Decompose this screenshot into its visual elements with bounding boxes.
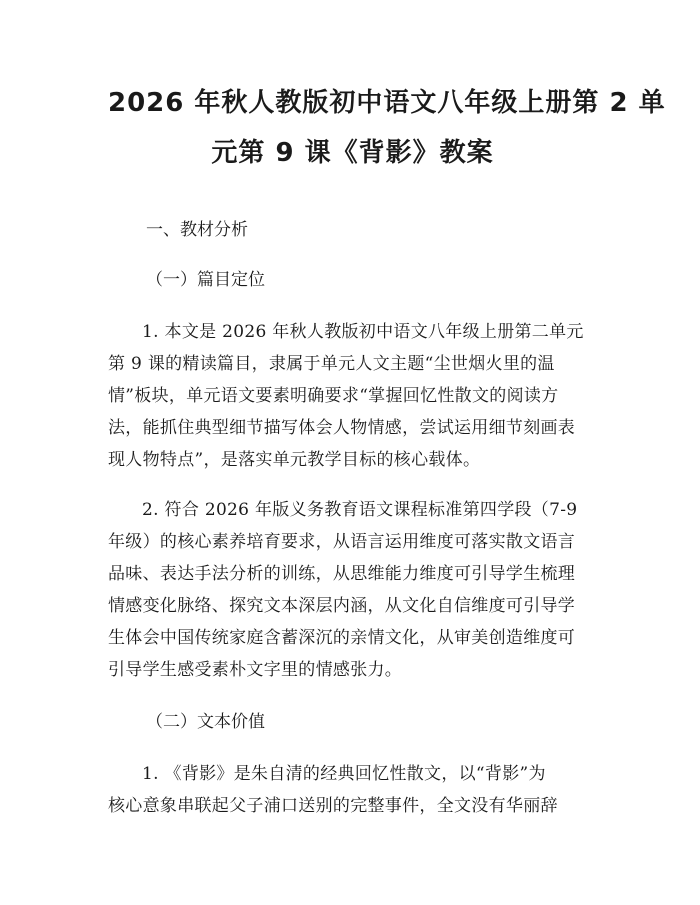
paragraph-line: 年级）的核心素养培育要求，从语言运用维度可落实散文语言 [108,532,576,552]
paragraph-line: 1. 《背影》是朱自清的经典回忆性散文，以“背影”为 [142,764,546,784]
section-heading-textbook-analysis: 一、教材分析 [146,220,248,240]
paragraph-line: 2. 符合 2026 年版义务教育语文课程标准第四学段（7-9 [142,500,578,520]
paragraph-line: 第 9 课的精读篇目，隶属于单元人文主题“尘世烟火里的温 [108,354,555,374]
subsection-heading-text-value: （二）文本价值 [146,712,265,732]
paragraph-line: 情”板块，单元语文要素明确要求“掌握回忆性散文的阅读方 [108,386,559,406]
paragraph-line: 法，能抓住典型细节描写体会人物情感，尝试运用细节刻画表 [108,418,576,438]
paragraph-line: 1. 本文是 2026 年秋人教版初中语文八年级上册第二单元 [142,322,584,342]
title-line: 2026 年秋人教版初中语文八年级上册第 2 单 [108,88,666,118]
title-line: 元第 9 课《背影》教案 [211,138,494,168]
paragraph-line: 情感变化脉络、探究文本深层内涵，从文化自信维度可引导学 [108,596,576,616]
document-title [108,0,666,178]
paragraph-1 [108,316,597,476]
paragraph-3 [108,758,597,822]
paragraph-line: 品味、表达手法分析的训练，从思维能力维度可引导学生梳理 [108,564,576,584]
subsection-heading-positioning: （一）篇目定位 [146,270,265,290]
paragraph-line: 核心意象串联起父子浦口送别的完整事件，全文没有华丽辞 [108,796,558,816]
paragraph-line: 现人物特点”，是落实单元教学目标的核心载体。 [108,450,481,470]
paragraph-2 [108,494,597,686]
paragraph-line: 引导学生感受素朴文字里的情感张力。 [108,660,403,680]
paragraph-line: 生体会中国传统家庭含蓄深沉的亲情文化，从审美创造维度可 [108,628,576,648]
